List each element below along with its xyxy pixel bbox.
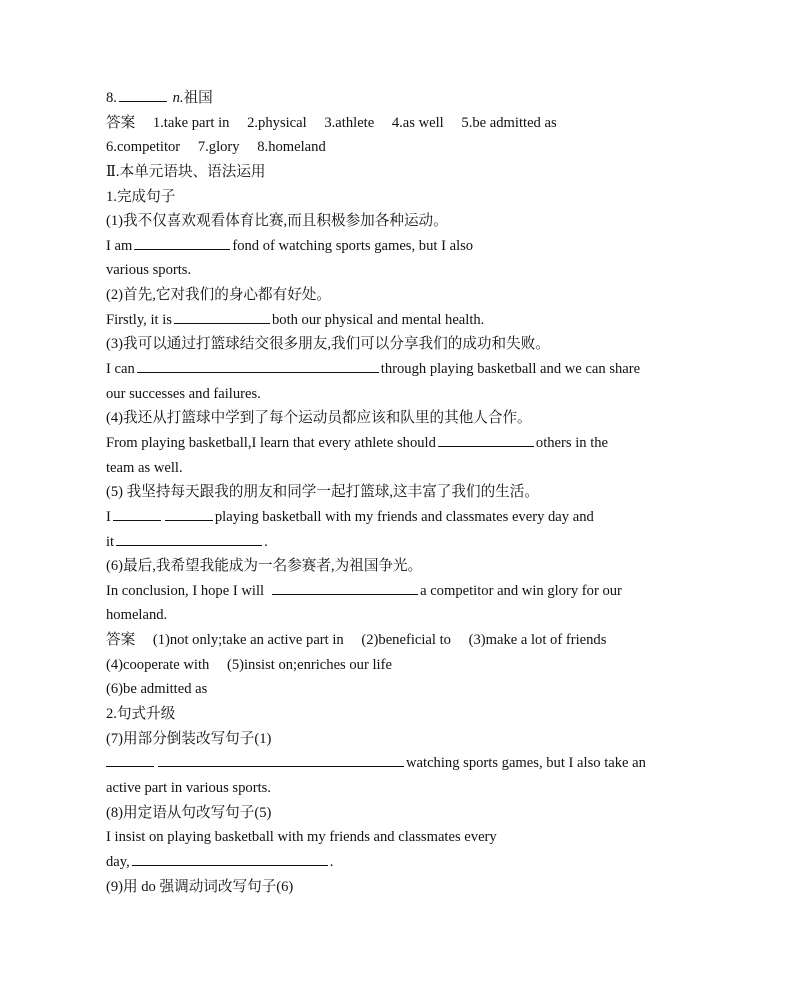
question-en: Firstly, it is both our physical and mental health. bbox=[106, 308, 696, 333]
question-en: In conclusion, I hope I will a competitor and win glory for our bbox=[106, 579, 696, 604]
question-cn: (1)我不仅喜欢观看体育比赛,而且积极参加各种运动。 bbox=[106, 213, 448, 230]
question-en: I am fond of watching sports games, but I also bbox=[106, 234, 696, 259]
answer-line: 答案 1.take part in 2.physical 3.athlete 4.as well 5.be admitted as bbox=[106, 114, 557, 131]
question-cn: (2)首先,它对我们的身心都有好处。 bbox=[106, 287, 331, 304]
question-en: homeland. bbox=[106, 607, 168, 624]
question-en: team as well. bbox=[106, 459, 183, 476]
part-title: 1.完成句子 bbox=[106, 188, 176, 205]
answer-blank[interactable] bbox=[438, 431, 534, 447]
answer-blank[interactable] bbox=[137, 357, 379, 373]
question-en: day, . bbox=[106, 850, 696, 875]
question-en: I insist on playing basketball with my friends and classmates every bbox=[106, 829, 497, 846]
question-cn: (4)我还从打篮球中学到了每个运动员都应该和队里的其他人合作。 bbox=[106, 410, 532, 427]
answer-blank[interactable] bbox=[134, 234, 230, 250]
answer-blank[interactable] bbox=[158, 751, 404, 767]
vocab-item-8: 8. n.祖国 bbox=[106, 86, 696, 111]
part-title: 2.句式升级 bbox=[106, 706, 176, 723]
question-en: active part in various sports. bbox=[106, 779, 271, 796]
section-title: Ⅱ.本单元语块、语法运用 bbox=[106, 163, 266, 180]
question-en: various sports. bbox=[106, 262, 192, 279]
answer-blank[interactable] bbox=[116, 530, 262, 546]
answer-blank[interactable] bbox=[132, 850, 328, 866]
answer-line: 答案 (1)not only;take an active part in (2)beneficial to (3)make a lot of friends bbox=[106, 632, 607, 649]
question-cn: (7)用部分倒装改写句子(1) bbox=[106, 730, 272, 747]
question-en: I playing basketball with my friends and classmates every day and bbox=[106, 505, 696, 530]
answer-line: 6.competitor 7.glory 8.homeland bbox=[106, 139, 326, 156]
answer-line: (6)be admitted as bbox=[106, 681, 208, 698]
question-cn: (5) 我坚持每天跟我的朋友和同学一起打篮球,这丰富了我们的生活。 bbox=[106, 484, 539, 501]
answer-blank[interactable] bbox=[119, 86, 167, 102]
question-cn: (8)用定语从句改写句子(5) bbox=[106, 804, 272, 821]
answer-blank[interactable] bbox=[106, 751, 154, 767]
question-en: From playing basketball,I learn that every athlete should others in the bbox=[106, 431, 696, 456]
question-cn: (6)最后,我希望我能成为一名参赛者,为祖国争光。 bbox=[106, 558, 423, 575]
answer-blank[interactable] bbox=[272, 579, 418, 595]
question-cn: (3)我可以通过打篮球结交很多朋友,我们可以分享我们的成功和失败。 bbox=[106, 336, 550, 353]
question-en: our successes and failures. bbox=[106, 385, 261, 402]
question-en: it . bbox=[106, 530, 696, 555]
answer-blank[interactable] bbox=[165, 505, 213, 521]
worksheet-page bbox=[106, 86, 696, 899]
answer-blank[interactable] bbox=[174, 308, 270, 324]
question-cn: (9)用 do 强调动词改写句子(6) bbox=[106, 878, 294, 895]
question-en: I can through playing basketball and we can share bbox=[106, 357, 696, 382]
question-en: watching sports games, but I also take an bbox=[106, 751, 696, 776]
answer-blank[interactable] bbox=[113, 505, 161, 521]
answer-line: (4)cooperate with (5)insist on;enriches our life bbox=[106, 656, 392, 673]
